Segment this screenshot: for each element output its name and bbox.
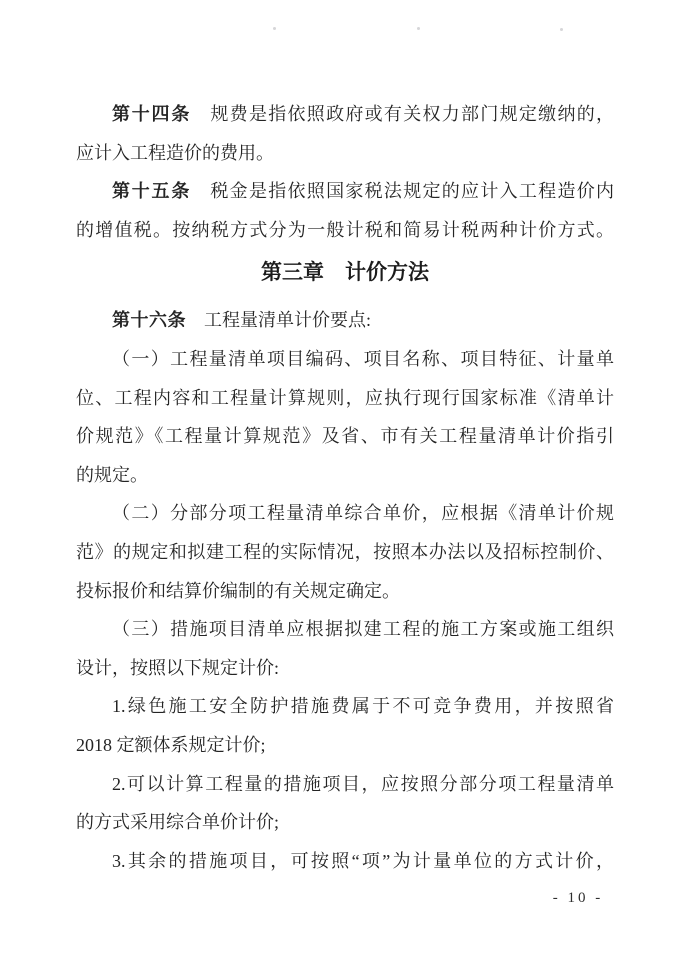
line-text: 规费是指依照政府或有关权力部门规定缴纳的，: [191, 104, 615, 124]
chapter-heading: 第三章 计价方法: [261, 261, 429, 285]
line-text: 2.可以计算工程量的措施项目，应按照分部分项工程量清单: [112, 773, 614, 794]
paragraph-line: [76, 842, 614, 881]
scan-artifact-dot: [560, 28, 563, 31]
paragraph-line: [76, 211, 614, 250]
paragraph-line: [76, 95, 614, 134]
paragraph-line: [76, 379, 614, 418]
line-text: 的方式采用综合单价计价;: [76, 812, 279, 833]
line-text: 的增值税。按纳税方式分为一般计税和简易计税两种计价方式。: [76, 219, 614, 240]
line-text: 价规范》《工程量计算规范》及省、市有关工程量清单计价指引: [76, 426, 614, 447]
paragraph-line: [76, 533, 614, 572]
line-text: 2018 定额体系规定计价;: [76, 734, 266, 755]
scan-artifact-dot: [273, 27, 276, 30]
line-text: 工程量清单计价要点:: [186, 310, 371, 331]
line-text: （二）分部分项工程量清单综合单价，应根据《清单计价规: [112, 503, 614, 524]
document-body: [76, 95, 614, 880]
paragraph-line: [76, 134, 614, 173]
line-text: 位、工程内容和工程量计算规则，应执行现行国家标准《清单计: [76, 387, 614, 408]
line-text: 3.其余的措施项目，可按照“项”为计量单位的方式计价，: [112, 850, 614, 871]
line-text: 投标报价和结算价编制的有关规定确定。: [76, 580, 400, 601]
paragraph-line: [76, 572, 614, 611]
paragraph-line: [76, 172, 614, 211]
paragraph-line: [76, 726, 614, 765]
scan-artifact-dot: [417, 27, 420, 30]
paragraph-line: [76, 301, 614, 340]
paragraph-line: [76, 687, 614, 726]
line-text: 应计入工程造价的费用。: [76, 142, 274, 163]
line-text: （一）工程量清单项目编码、项目名称、项目特征、计量单: [112, 348, 614, 369]
line-text: 1.绿色施工安全防护措施费属于不可竞争费用，并按照省: [112, 696, 614, 717]
paragraph-line: [76, 803, 614, 842]
line-text: （三）措施项目清单应根据拟建工程的施工方案或施工组织: [112, 619, 614, 640]
line-text: 的规定。: [76, 464, 148, 485]
paragraph-line: [76, 456, 614, 495]
page-number: - 10 -: [552, 890, 604, 906]
line-text: 税金是指依照国家税法规定的应计入工程造价内: [191, 181, 615, 202]
line-text: 范》的规定和拟建工程的实际情况，按照本办法以及招标控制价、: [76, 541, 614, 562]
article-number: 第十六条: [112, 310, 186, 331]
paragraph-line: [76, 649, 614, 688]
article-number: 第十四条: [112, 104, 192, 124]
line-text: 设计，按照以下规定计价:: [76, 657, 279, 678]
paragraph-line: [76, 765, 614, 804]
paragraph-line: [76, 610, 614, 649]
paragraph-line: [76, 340, 614, 379]
paragraph-line: [76, 417, 614, 456]
article-number: 第十五条: [112, 181, 192, 202]
paragraph-line: [76, 494, 614, 533]
